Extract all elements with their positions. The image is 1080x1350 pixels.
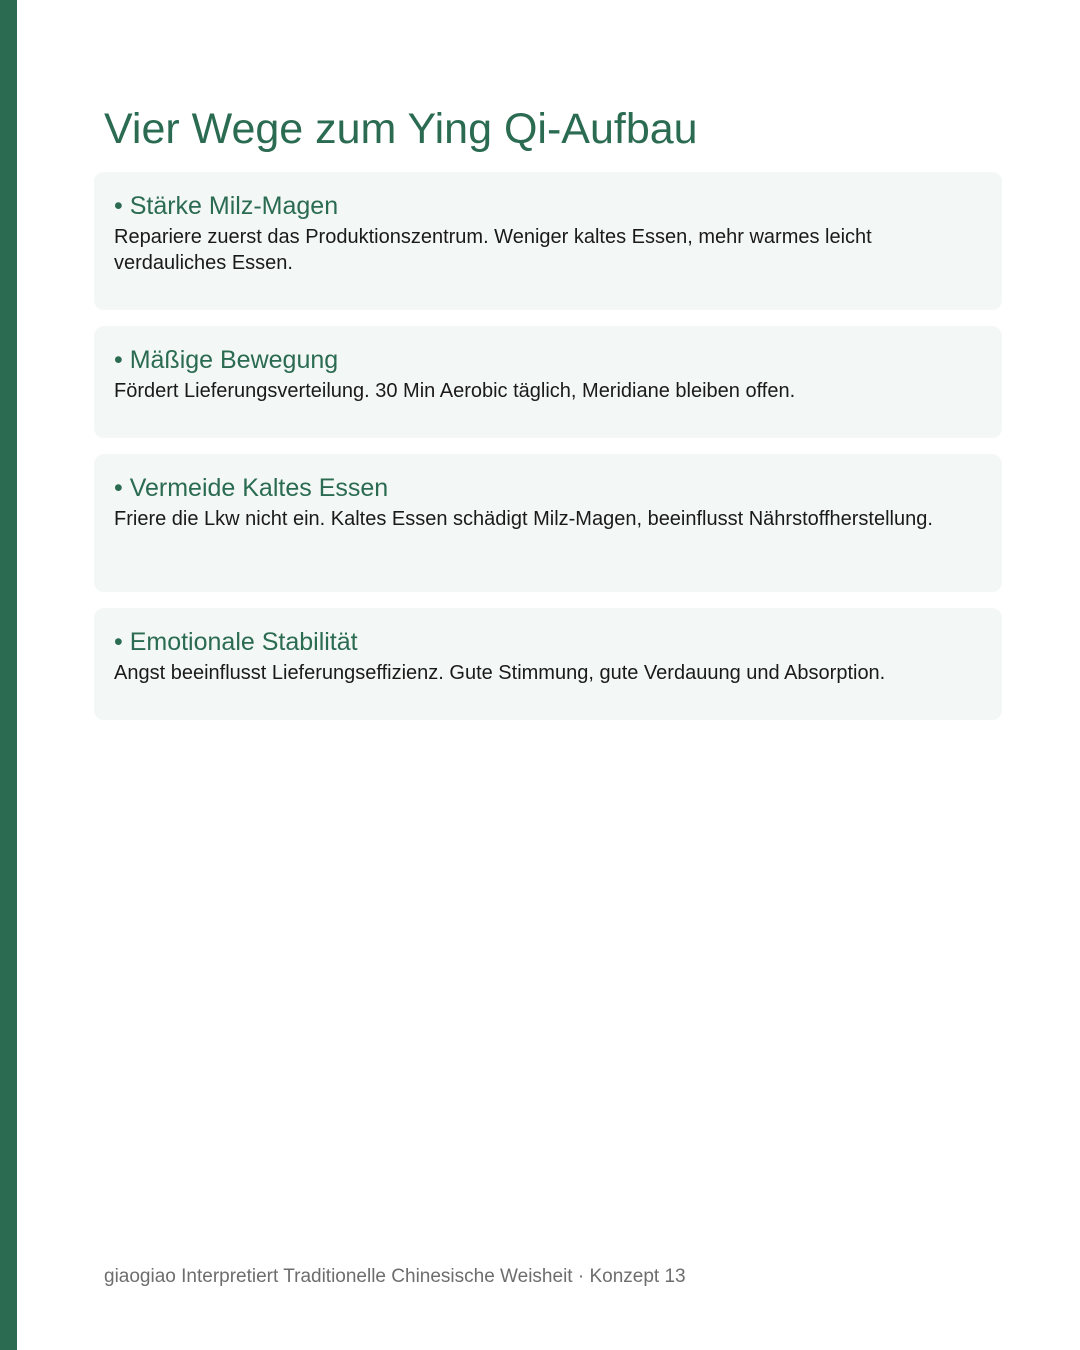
left-accent-bar bbox=[0, 0, 17, 1350]
card-strengthen-spleen bbox=[94, 172, 1002, 310]
card-moderate-exercise bbox=[94, 326, 1002, 438]
card-emotional-stability bbox=[94, 608, 1002, 720]
footer-caption: giaogiao Interpretiert Traditionelle Chinesische Weisheit · Konzept 13 bbox=[104, 1266, 686, 1287]
card-avoid-cold-food bbox=[94, 454, 1002, 592]
card-heading: • Stärke Milz-Magen bbox=[114, 192, 339, 220]
card-body: Friere die Lkw nicht ein. Kaltes Essen schädigt Milz-Magen, beeinflusst Nährstoffherstellung. bbox=[114, 508, 933, 530]
card-body: Angst beeinflusst Lieferungseffizienz. Gute Stimmung, gute Verdauung und Absorption. bbox=[114, 662, 886, 684]
card-heading: • Emotionale Stabilität bbox=[114, 628, 358, 656]
card-body: Repariere zuerst das Produktionszentrum. Weniger kaltes Essen, mehr warmes leicht verdauliches Essen. bbox=[114, 226, 872, 274]
card-heading: • Mäßige Bewegung bbox=[114, 346, 339, 374]
card-list bbox=[94, 172, 1002, 736]
card-body: Fördert Lieferungsverteilung. 30 Min Aerobic täglich, Meridiane bleiben offen. bbox=[114, 380, 796, 402]
card-heading: • Vermeide Kaltes Essen bbox=[114, 474, 389, 502]
page-title: Vier Wege zum Ying Qi-Aufbau bbox=[104, 105, 698, 153]
